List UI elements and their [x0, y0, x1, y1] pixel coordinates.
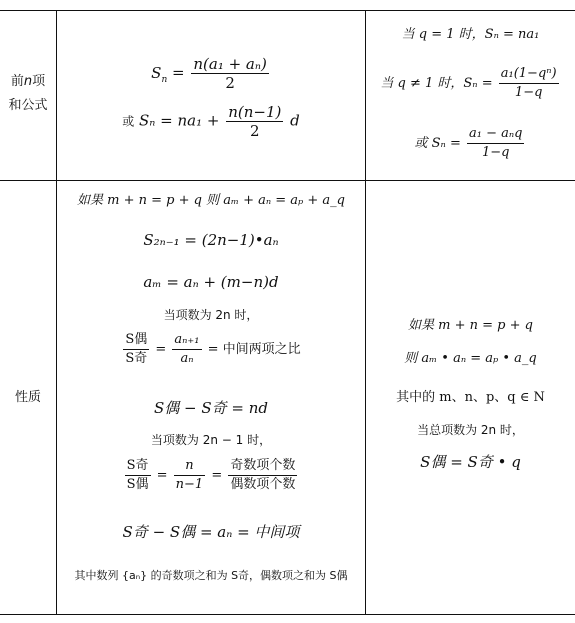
arithmetic-sum-cell [57, 11, 365, 180]
row-label-properties: 性质 [14, 390, 41, 405]
geom-prop-4: 当总项数为 2n 时， [417, 423, 524, 437]
arith-sum-formula-2: 或 Sₙ = na₁ + $\frac{n(n-1)}{2}$ d [122, 103, 300, 140]
arith-prop-9: S奇 − S偶 = aₙ = 中间项 [122, 523, 300, 541]
geom-prop-3: 其中的 m、n、p、q ∈ N [396, 390, 545, 405]
geom-prop-5: S偶 = S奇 • q [420, 453, 521, 471]
geometric-properties-cell [366, 181, 575, 614]
arith-prop-6: S偶 − S奇 = nd [153, 399, 269, 417]
arith-prop-5: $\frac{\text{S偶}}{\text{S奇}}$ = $\frac{\text{aₙ₊₁}}{\text{aₙ}}$ = 中间两项之比 [125, 332, 301, 366]
geom-sum-formula-1: 当 q = 1 时，Sₙ = na₁ [401, 27, 540, 42]
arith-prop-2: S₂ₙ₋₁ = (2n−1)•aₙ [143, 231, 279, 249]
arith-prop-7: 当项数为 2n − 1 时， [150, 433, 272, 447]
geom-sum-formula-3: 或 Sₙ = $\frac{\text{a₁ − aₙq}}{1-q}$ [414, 126, 523, 160]
geom-sum-formula-2: 当 q ≠ 1 时，Sₙ = $\frac{\text{a₁(1−qⁿ)}}{1-q}$ [380, 66, 557, 100]
arith-prop-10: 其中数列 {aₙ} 的奇数项之和为 S奇，偶数项之和为 S偶 [74, 569, 348, 582]
geom-prop-2: 则 aₘ • aₙ = aₚ • a_q [404, 351, 537, 366]
arith-prop-3: aₘ = aₙ + (m−n)d [143, 273, 279, 291]
arith-prop-4: 当项数为 2n 时， [163, 308, 259, 322]
table-bottom-border [0, 614, 575, 615]
arith-prop-8: $\frac{\text{S奇}}{\text{S偶}}$ = $\frac{n}{n-1}$ = $\frac{\text{奇数项个数}}{\text{偶数项个数}}$ [126, 458, 296, 492]
geom-prop-1: 如果 m + n = p + q [408, 318, 533, 333]
row-label-sum-formula: 前n项 和公式 [8, 74, 48, 113]
arith-prop-1: 如果 m + n = p + q 则 aₘ + aₙ = aₚ + a_q [77, 193, 345, 208]
arithmetic-properties-cell [57, 181, 365, 614]
arith-sum-formula-1: $S_n$ = $\frac{\text{n(a₁ + aₙ)}}{2}$ [151, 55, 267, 92]
geometric-sum-cell [366, 11, 575, 180]
